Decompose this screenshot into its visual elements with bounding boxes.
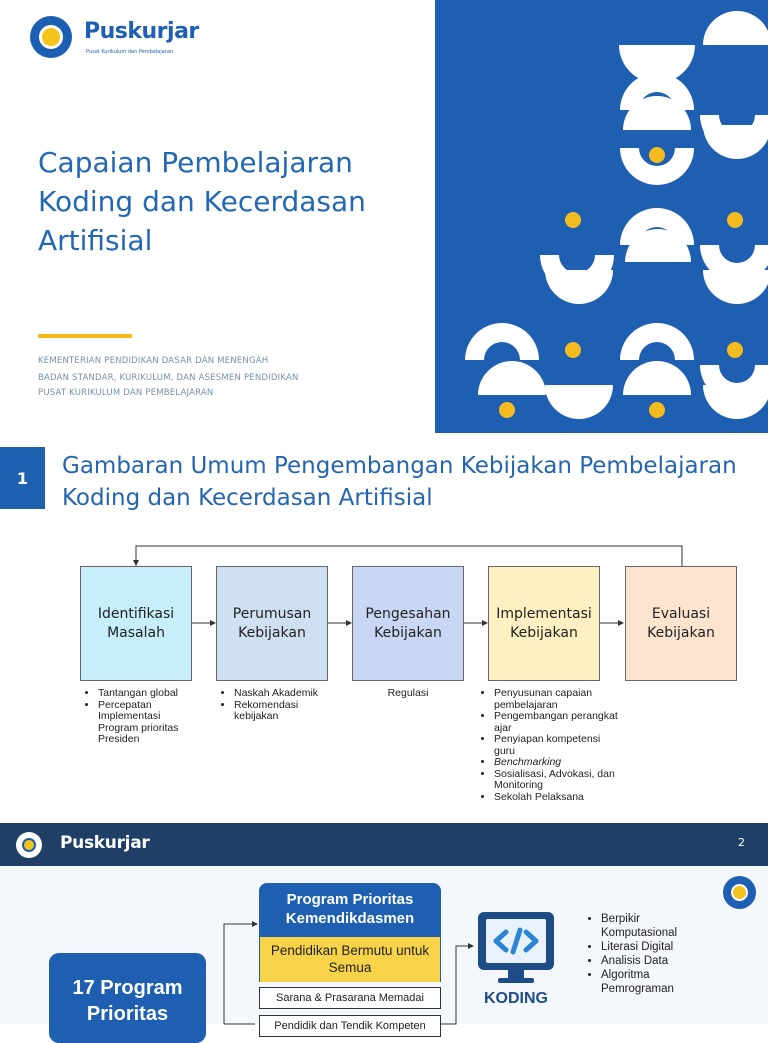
list-item: • Rekomendasi kebijakan bbox=[234, 700, 330, 723]
list-item: • Tantangan global bbox=[98, 688, 199, 700]
list-identifikasi bbox=[84, 688, 199, 746]
priority-item: Sarana & Prasarana Memadai bbox=[259, 987, 441, 1009]
emblem-icon bbox=[30, 16, 72, 58]
brand-name: Puskurjar bbox=[60, 833, 150, 853]
list-item: • Percepatan Implementasi Program prioritas Presiden bbox=[98, 700, 199, 746]
stage-implementasi-kebijakan: Implementasi Kebijakan bbox=[488, 566, 600, 681]
org-line-center: PUSAT KURIKULUM DAN PEMBELAJARAN bbox=[38, 388, 214, 398]
priority-program-title: Program Prioritas Kemendikdasmen bbox=[259, 883, 441, 937]
program-count-box: 17 Program Prioritas bbox=[49, 953, 206, 1043]
stage-pengesahan-kebijakan: Pengesahan Kebijakan bbox=[352, 566, 464, 681]
brand-name: Puskurjar bbox=[84, 19, 199, 44]
list-item: • Literasi Digital bbox=[601, 940, 713, 954]
cover-title: Capaian Pembelajaran Koding dan Kecerdasan Artifisial bbox=[38, 146, 366, 257]
section-title: Gambaran Umum Pengembangan Kebijakan Pembelajaran Koding dan Kecerdasan Artifisial bbox=[62, 453, 737, 511]
org-line-agency: BADAN STANDAR, KURIKULUM, DAN ASESMEN PENDIDIKAN bbox=[38, 373, 299, 383]
list-item: • Penyusunan capaian pembelajaran bbox=[494, 688, 620, 711]
decorative-pattern-panel bbox=[435, 0, 768, 433]
org-line-ministry: KEMENTERIAN PENDIDIKAN DASAR DAN MENENGAH bbox=[38, 356, 269, 366]
stage-evaluasi-kebijakan: Evaluasi Kebijakan bbox=[625, 566, 737, 681]
priority-item: Pendidik dan Tendik Kompeten bbox=[259, 1015, 441, 1037]
list-item: • Analisis Data bbox=[601, 954, 713, 968]
koding-label: KODING bbox=[484, 990, 548, 1007]
koding-skills-list bbox=[573, 912, 713, 996]
note-pengesahan: Regulasi bbox=[387, 687, 429, 699]
stage-identifikasi-masalah: Identifikasi Masalah bbox=[80, 566, 192, 681]
code-monitor-icon bbox=[476, 910, 556, 986]
list-item: • Sekolah Pelaksana bbox=[494, 792, 620, 804]
emblem-icon bbox=[16, 832, 42, 858]
list-item: • Sosialisasi, Advokasi, dan Monitoring bbox=[494, 769, 620, 792]
brand-logo-header bbox=[16, 830, 176, 860]
list-item: • Benchmarking bbox=[494, 757, 620, 769]
list-item: • Berpikir Komputasional bbox=[601, 912, 713, 940]
priority-program-subtitle: Pendidikan Bermutu untuk Semua bbox=[259, 937, 441, 982]
brand-logo bbox=[30, 16, 210, 60]
emblem-icon bbox=[723, 876, 756, 909]
section-number-badge: 1 bbox=[0, 447, 45, 509]
list-item: • Pengembangan perangkat ajar bbox=[494, 711, 620, 734]
list-perumusan bbox=[220, 688, 330, 723]
brand-tagline: Pusat Kurikulum dan Pembelajaran bbox=[86, 49, 174, 55]
page-number: 2 bbox=[738, 836, 745, 849]
list-item: • Algoritma Pemrograman bbox=[601, 968, 713, 996]
stage-perumusan-kebijakan: Perumusan Kebijakan bbox=[216, 566, 328, 681]
list-implementasi bbox=[480, 688, 620, 803]
title-accent-rule bbox=[38, 334, 132, 338]
list-item: • Penyiapan kompetensi guru bbox=[494, 734, 620, 757]
list-item: • Naskah Akademik bbox=[234, 688, 330, 700]
arch-pattern-graphic bbox=[435, 0, 768, 433]
